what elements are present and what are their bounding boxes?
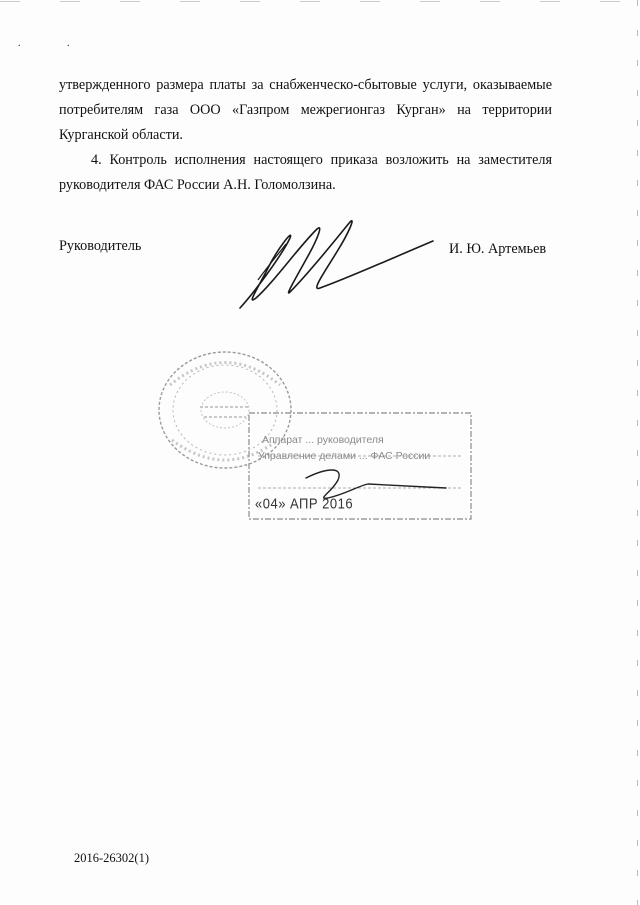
paragraph-1 [59,73,552,148]
stamp-date: «04» АПР 2016 [255,495,354,512]
signatory-name: И. Ю. Артемьев [449,241,547,257]
signatory-role: Руководитель [59,238,142,254]
paragraph-1-line-1: утвержденного размера платы за снабженческо-сбытовые услуги, оказываемые [59,77,552,93]
paragraph-1-line-2: потребителям газа ООО «Газпром межрегионгаз Курган» на территории [59,102,552,118]
scan-edge-top [0,1,640,2]
stamp-line-1: Аппарат ... руководителя [262,434,384,446]
scan-specks: . . [18,38,92,49]
document-number: 2016-26302(1) [74,851,149,865]
handwritten-signature [228,208,438,318]
paragraph-2-line-2: руководителя ФАС России А.Н. Голомолзина. [59,177,336,193]
paragraph-2 [59,148,552,198]
stamp-line-2: Управление делами ... ФАС России [258,450,431,462]
scan-edge-right [637,0,638,905]
paragraph-2-line-1: 4. Контроль исполнения настоящего приказа возложить на заместителя [91,152,552,168]
paragraph-1-line-3: Курганской области. [59,127,183,143]
